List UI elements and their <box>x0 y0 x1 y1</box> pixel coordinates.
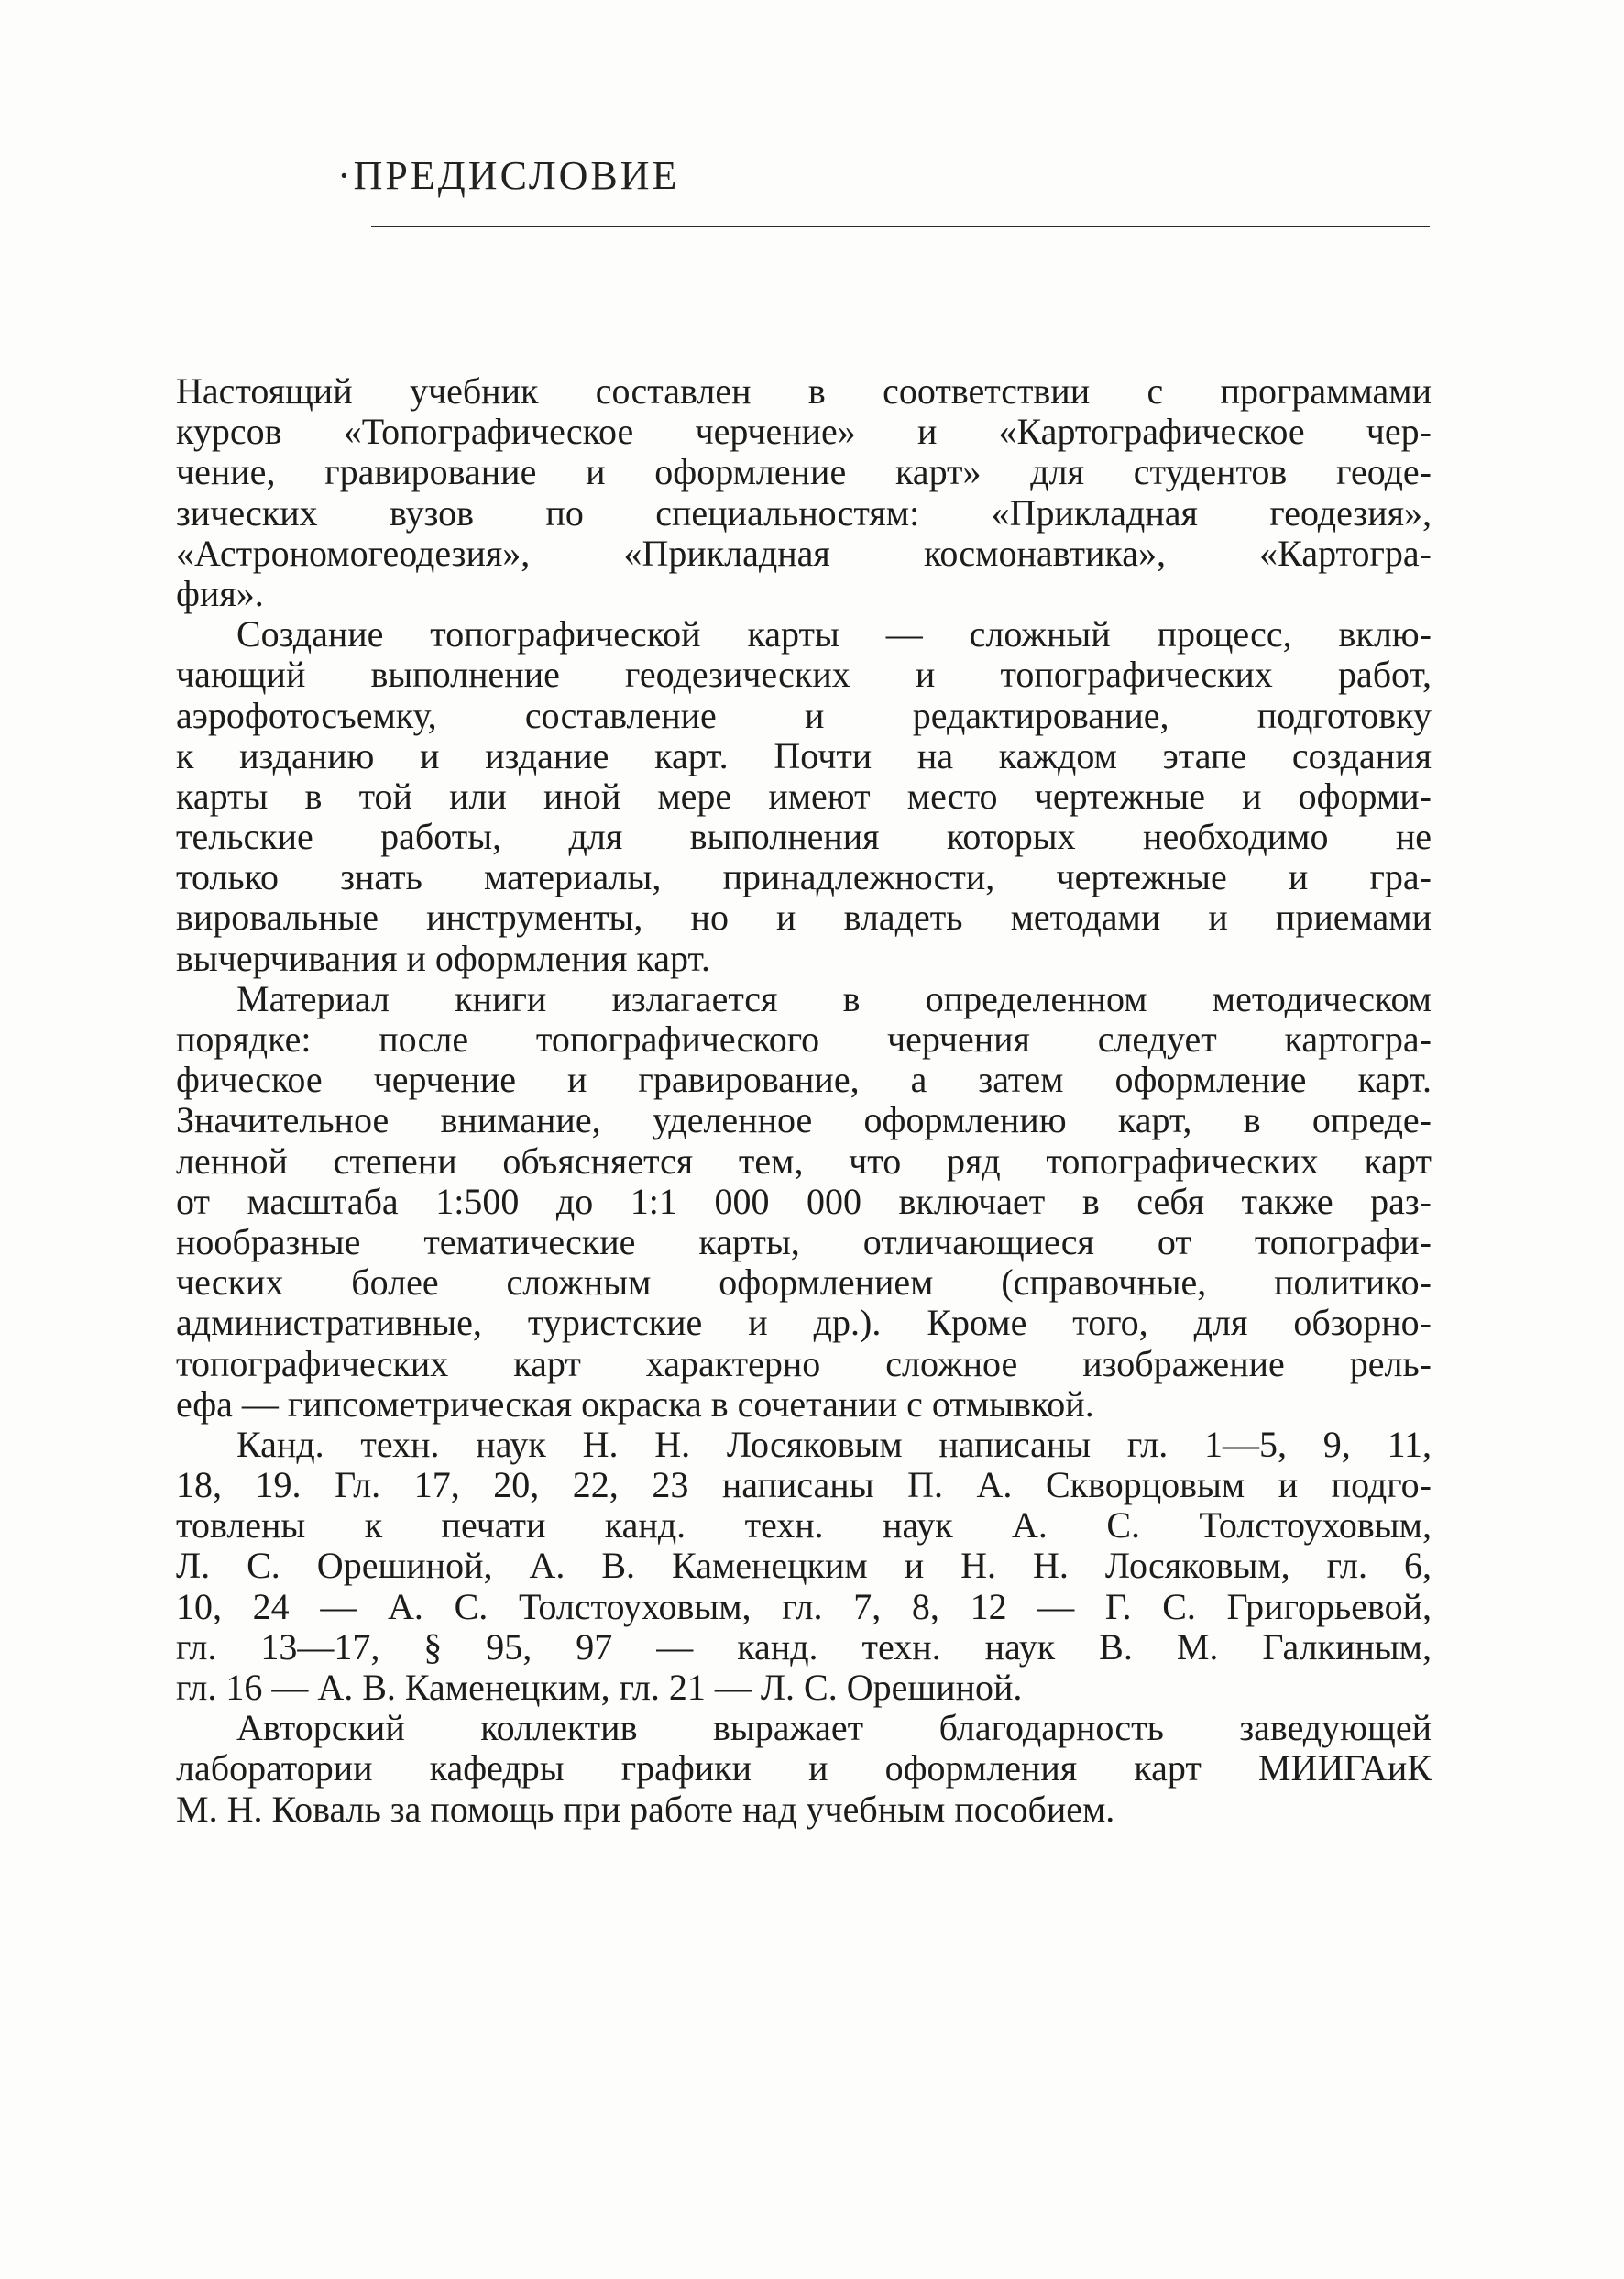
text-line: административные, туристские и др.). Кроме того, для обзорно- <box>176 1302 1432 1344</box>
text-line: вычерчивания и оформления карт. <box>176 937 710 979</box>
text-line: «Астрономогеодезия», «Прикладная космонавтика», «Картогра- <box>176 532 1432 574</box>
paragraph-3 <box>176 979 1432 1425</box>
paragraph-5 <box>176 1708 1432 1830</box>
text-line: вировальные инструменты, но и владеть методами и приемами <box>176 897 1432 939</box>
text-line: Материал книги излагается в определенном методическом <box>236 977 1432 1019</box>
text-line: топографических карт характерно сложное изображение рель- <box>176 1342 1432 1384</box>
text-line: курсов «Топографическое черчение» и «Картографическое чер- <box>176 411 1432 453</box>
preface-body <box>176 371 1432 1830</box>
text-line: ленной степени объясняется тем, что ряд топографических карт <box>176 1140 1432 1182</box>
text-line: порядке: после топографического черчения следует картогра- <box>176 1018 1432 1060</box>
text-line: чение, гравирование и оформление карт» для студентов геоде- <box>176 451 1432 493</box>
text-line: гл. 16 — А. В. Каменецким, гл. 21 — Л. С. Орешиной. <box>176 1667 1023 1708</box>
paragraph-4 <box>176 1425 1432 1708</box>
text-line: фическое черчение и гравирование, а затем оформление карт. <box>176 1059 1432 1101</box>
text-line: от масштаба 1:500 до 1:1 000 000 включает в себя также раз- <box>176 1180 1432 1222</box>
text-line: ческих более сложным оформлением (справочные, политико- <box>176 1261 1432 1304</box>
text-line: чающий выполнение геодезических и топографических работ, <box>176 654 1432 696</box>
paragraph-2 <box>176 614 1432 979</box>
text-line: Значительное внимание, уделенное оформлению карт, в опреде- <box>176 1099 1432 1141</box>
text-line: только знать материалы, принадлежности, чертежные и гра- <box>176 856 1432 898</box>
text-line: Авторский коллектив выражает благодарность заведующей <box>236 1707 1432 1749</box>
text-line: нообразные тематические карты, отличающиеся от топографи- <box>176 1220 1432 1262</box>
text-line: товлены к печати канд. техн. наук А. С. Толстоуховым, <box>176 1504 1432 1547</box>
text-line: 18, 19. Гл. 17, 20, 22, 23 написаны П. А. Скворцовым и подго- <box>176 1464 1432 1506</box>
text-line: М. Н. Коваль за помощь при работе над учебным пособием. <box>176 1788 1115 1830</box>
text-line: к изданию и издание карт. Почти на каждом этапе создания <box>176 734 1432 776</box>
text-line: 10, 24 — А. С. Толстоуховым, гл. 7, 8, 12 — Г. С. Григорьевой, <box>176 1585 1432 1627</box>
text-line: Создание топографической карты — сложный процесс, вклю- <box>236 613 1432 655</box>
text-line: Л. С. Орешиной, А. В. Каменецким и Н. Н. Лосяковым, гл. 6, <box>176 1545 1432 1587</box>
text-line: лаборатории кафедры графики и оформления карт МИИГАиК <box>176 1747 1432 1789</box>
text-line: тельские работы, для выполнения которых необходимо не <box>176 816 1432 858</box>
title-underline <box>371 226 1430 227</box>
text-line: карты в той или иной мере имеют место чертежные и оформи- <box>176 775 1432 817</box>
text-line: ефа — гипсометрическая окраска в сочетании с отмывкой. <box>176 1382 1094 1425</box>
text-line: аэрофотосъемку, составление и редактирование, подготовку <box>176 694 1432 736</box>
paragraph-1 <box>176 371 1432 614</box>
text-line: Канд. техн. наук Н. Н. Лосяковым написаны гл. 1—5, 9, 11, <box>236 1423 1432 1465</box>
text-line: зических вузов по специальностям: «Прикладная геодезия», <box>176 491 1432 534</box>
text-line: гл. 13—17, § 95, 97 — канд. техн. наук В. М. Галкиным, <box>176 1625 1432 1668</box>
text-line: Настоящий учебник составлен в соответствии с программами <box>176 370 1432 412</box>
page-title: ·ПРЕДИСЛОВИЕ <box>337 153 680 198</box>
text-line: фия». <box>176 572 264 614</box>
